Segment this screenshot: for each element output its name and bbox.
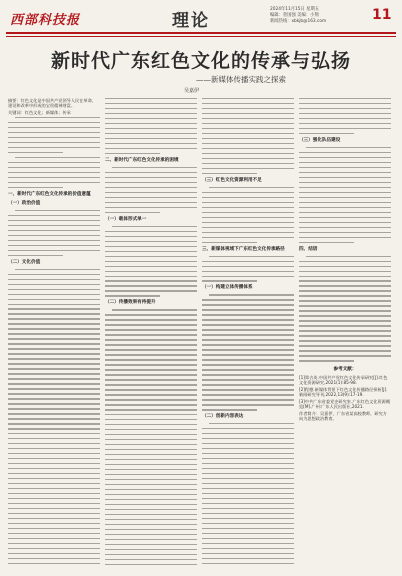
issue-date: 2024年11月15日 星期五 (270, 7, 320, 12)
article-subhead: ——新媒体传播实践之探索 (196, 75, 286, 84)
reference-item: [1]郑吉英.中国共产党红色文化传承研究[J].红色文化资源研究,2021(1):85-98. (299, 374, 388, 385)
masthead-rule-thin (6, 36, 396, 37)
text-column-4 (299, 98, 391, 568)
masthead (6, 4, 396, 34)
sub-heading: （一）政治价值 (8, 200, 41, 206)
article-abstract: 摘要：红色文化是中国共产党领导人民在革命、建设和改革中形成的宝贵精神财富。 (8, 98, 96, 108)
article-keywords: 关键词：红色文化；新媒体；传承 (8, 110, 71, 115)
reference-item: [3]中共广东省委党史研究室.广东红色文化资源概览[M].广州:广东人民出版社,2021. (299, 398, 391, 409)
references-title: 参考文献： (333, 366, 357, 372)
sub-heading: （二）文化价值 (8, 259, 41, 265)
author-note: 作者简介：吴嘉伊，广东省某高校教师，研究方向为思想政治教育。 (299, 410, 387, 421)
sub-heading: （二）传播效果有待提升 (105, 300, 156, 306)
issue-meta (270, 7, 326, 26)
article-author: 吴嘉伊 (184, 88, 200, 94)
section-heading: 四、结语 (299, 246, 318, 252)
newspaper-logo: 西部科技报 (10, 13, 81, 28)
section-heading: 三、新媒体视域下广东红色文化传承路径 (202, 246, 285, 252)
newspaper-page (6, 4, 396, 570)
reference-item: [2]程德.新媒体背景下红色文化传播路径探析[J].新闻研究导刊,2022,13(9):17-19. (299, 386, 388, 397)
article-headline: 新时代广东红色文化的传承与弘扬 (50, 50, 351, 72)
sub-heading: （二）创新内容表达 (202, 414, 244, 420)
masthead-rule (6, 32, 396, 34)
section-heading: 二、新时代广东红色文化传承的困境 (105, 157, 179, 163)
page-number: 11 (372, 7, 392, 23)
text-column-3 (202, 98, 294, 568)
sub-heading: （一）载体形式单一 (105, 216, 147, 222)
sub-heading: （一）构建立体传播体系 (202, 285, 253, 291)
sub-heading: （三）红色文化资源利用不足 (202, 177, 262, 183)
sub-heading: （三）强化队伍建设 (299, 137, 341, 143)
issue-editors: 编辑：曾国强 美编：小翔 (270, 13, 319, 19)
text-column-1 (8, 98, 100, 568)
text-column-2 (105, 98, 197, 568)
section-heading: 一、新时代广东红色文化传承的价值意蕴 (8, 191, 91, 197)
section-title: 理论 (172, 11, 210, 31)
issue-email: 新闻热线：xbkjb@163.com (270, 19, 327, 25)
